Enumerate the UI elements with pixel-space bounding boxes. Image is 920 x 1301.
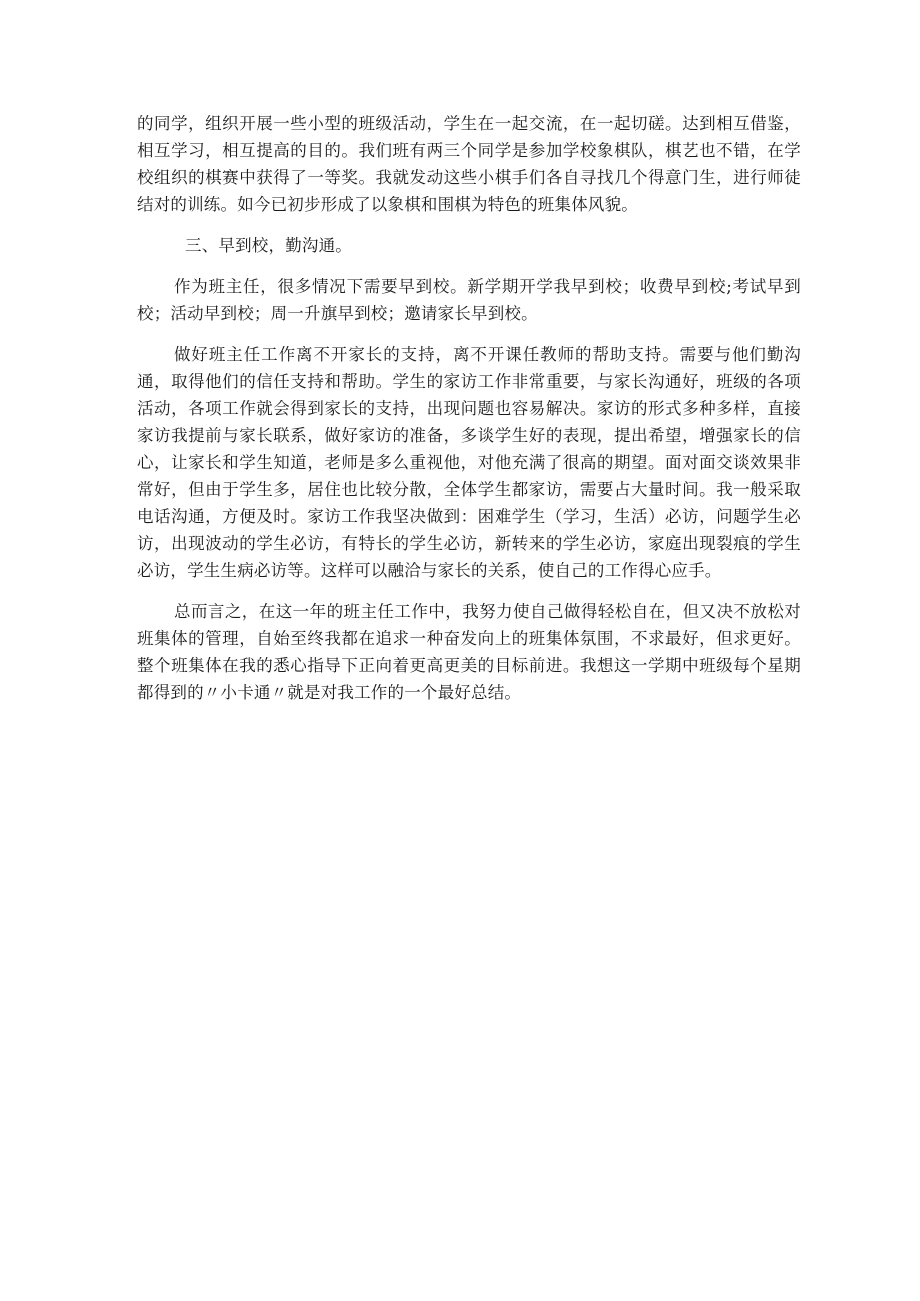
document-body <box>137 110 801 706</box>
paragraph-continuation: 的同学，组织开展一些小型的班级活动，学生在一起交流，在一起切磋。达到相互借鉴，相互学习，相互提高的目的。我们班有两三个同学是参加学校象棋队，棋艺也不错，在学校组织的棋赛中获得了一等奖。我就发动这些小棋手们各自寻找几个得意门生，进行师徒结对的训练。如今已初步形成了以象棋和围棋为特色的班集体风貌。 <box>137 114 801 214</box>
paragraph-summary: 总而言之，在这一年的班主任工作中，我努力使自己做得轻松自在，但又决不放松对班集体的管理，自始至终我都在追求一种奋发向上的班集体氛围，不求最好，但求更好。整个班集体在我的悉心指导下正向着更高更美的目标前进。我想这一学期中班级每个星期都得到的〃小卡通〃就是对我工作的一个最好总结。 <box>137 602 801 702</box>
section-heading: 三、早到校，勤沟通。 <box>185 236 352 255</box>
paragraph-communication: 做好班主任工作离不开家长的支持，离不开课任教师的帮助支持。需要与他们勤沟通，取得他们的信任支持和帮助。学生的家访工作非常重要，与家长沟通好，班级的各项活动，各项工作就会得到家长的支持，出现问题也容易解决。家访的形式多种多样，直接家访我提前与家长联系，做好家访的准备，多谈学生好的表现，提出希望，增强家长的信心，让家长和学生知道，老师是多么重视他，对他充满了很高的期望。面对面交谈效果非常好，但由于学生多，居住也比较分散，全体学生都家访，需要占大量时间。我一般采取电话沟通，方便及时。家访工作我坚决做到：困难学生（学习，生活）必访，问题学生必访，出现波动的学生必访，有特长的学生必访，新转来的学生必访，家庭出现裂痕的学生必访，学生生病必访等。这样可以融洽与家长的关系，使自己的工作得心应手。 <box>137 345 801 580</box>
paragraph-arrive-early: 作为班主任，很多情况下需要早到校。新学期开学我早到校；收费早到校;考试早到校；活动早到校；周一升旗早到校；邀请家长早到校。 <box>137 277 801 323</box>
